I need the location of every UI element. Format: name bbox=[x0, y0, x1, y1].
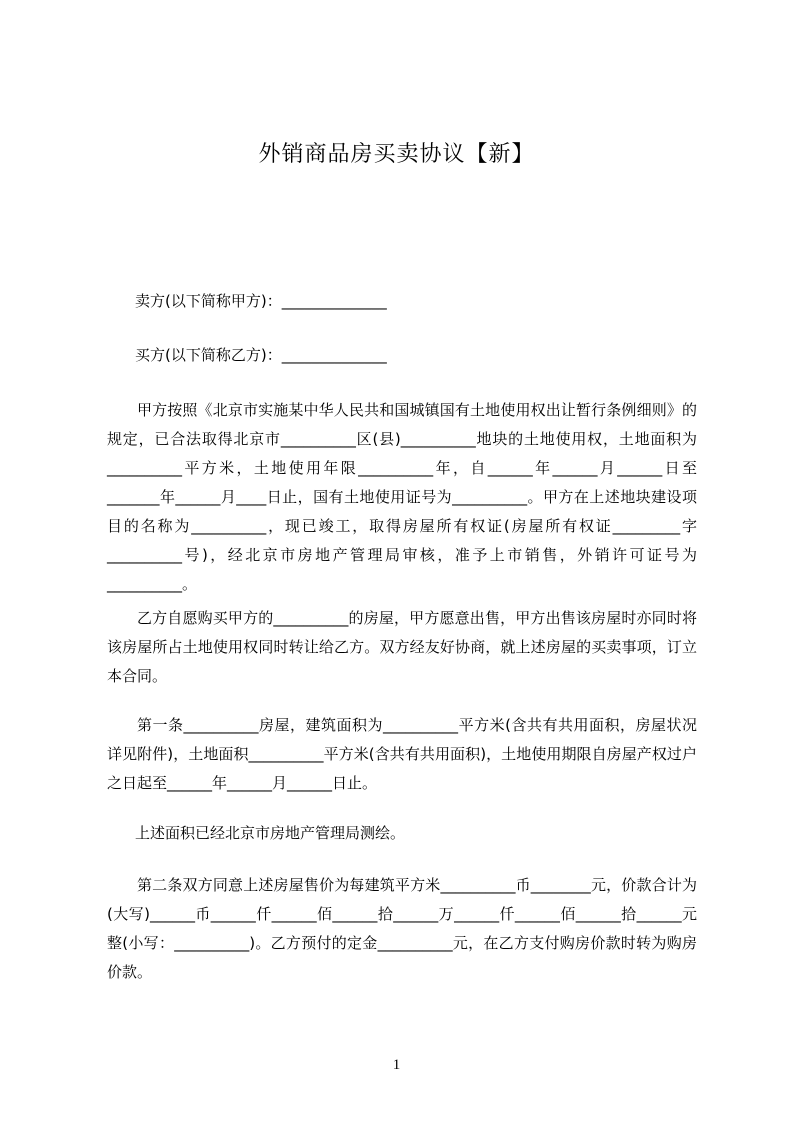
document-title: 外销商品房买卖协议【新】 bbox=[258, 142, 535, 167]
paragraph-article-2: 第二条双方同意上述房屋售价为每建筑平方米__________币________元，价款合计为(大写)______币______仟______佰______拾______万______仟______佰______拾______元整(小写：__________)。乙方预付的定金__________元，在乙方支付购房价款时转为购房价款。 bbox=[107, 876, 697, 981]
paragraph-purchase-intent: 乙方自愿购买甲方的__________的房屋，甲方愿意出售，甲方出售该房屋时亦同时将该房屋所占土地使用权同时转让给乙方。双方经友好协商，就上述房屋的买卖事项，订立本合同。 bbox=[107, 609, 697, 685]
page-number: 1 bbox=[392, 1057, 401, 1073]
buyer-line: 买方(以下简称乙方)：______________ bbox=[135, 346, 387, 364]
paragraph-land-rights: 甲方按照《北京市实施某中华人民共和国城镇国有土地使用权出让暂行条例细则》的规定，已合法取得北京市__________区(县)__________地块的土地使用权，土地面积为__________平方米，土地使用年限__________年，自______年______月______日至_______年______月____日止，国有土地使用证号为__________。甲方在上述地块建设项目的名称为__________，现已竣工，取得房屋所有权证(房屋所有权证_________字__________号)，经北京市房地产管理局审核，准予上市销售，外销许可证号为__________。 bbox=[107, 401, 697, 593]
seller-line: 卖方(以下简称甲方)：______________ bbox=[135, 292, 387, 310]
paragraph-survey-note: 上述面积已经北京市房地产管理局测绘。 bbox=[135, 824, 406, 842]
paragraph-article-1: 第一条__________房屋，建筑面积为__________平方米(含共有共用面积，房屋状况详见附件)，土地面积__________平方米(含共有共用面积)，土地使用期限自房屋产权过户之日起至______年______月______日止。 bbox=[107, 716, 697, 792]
